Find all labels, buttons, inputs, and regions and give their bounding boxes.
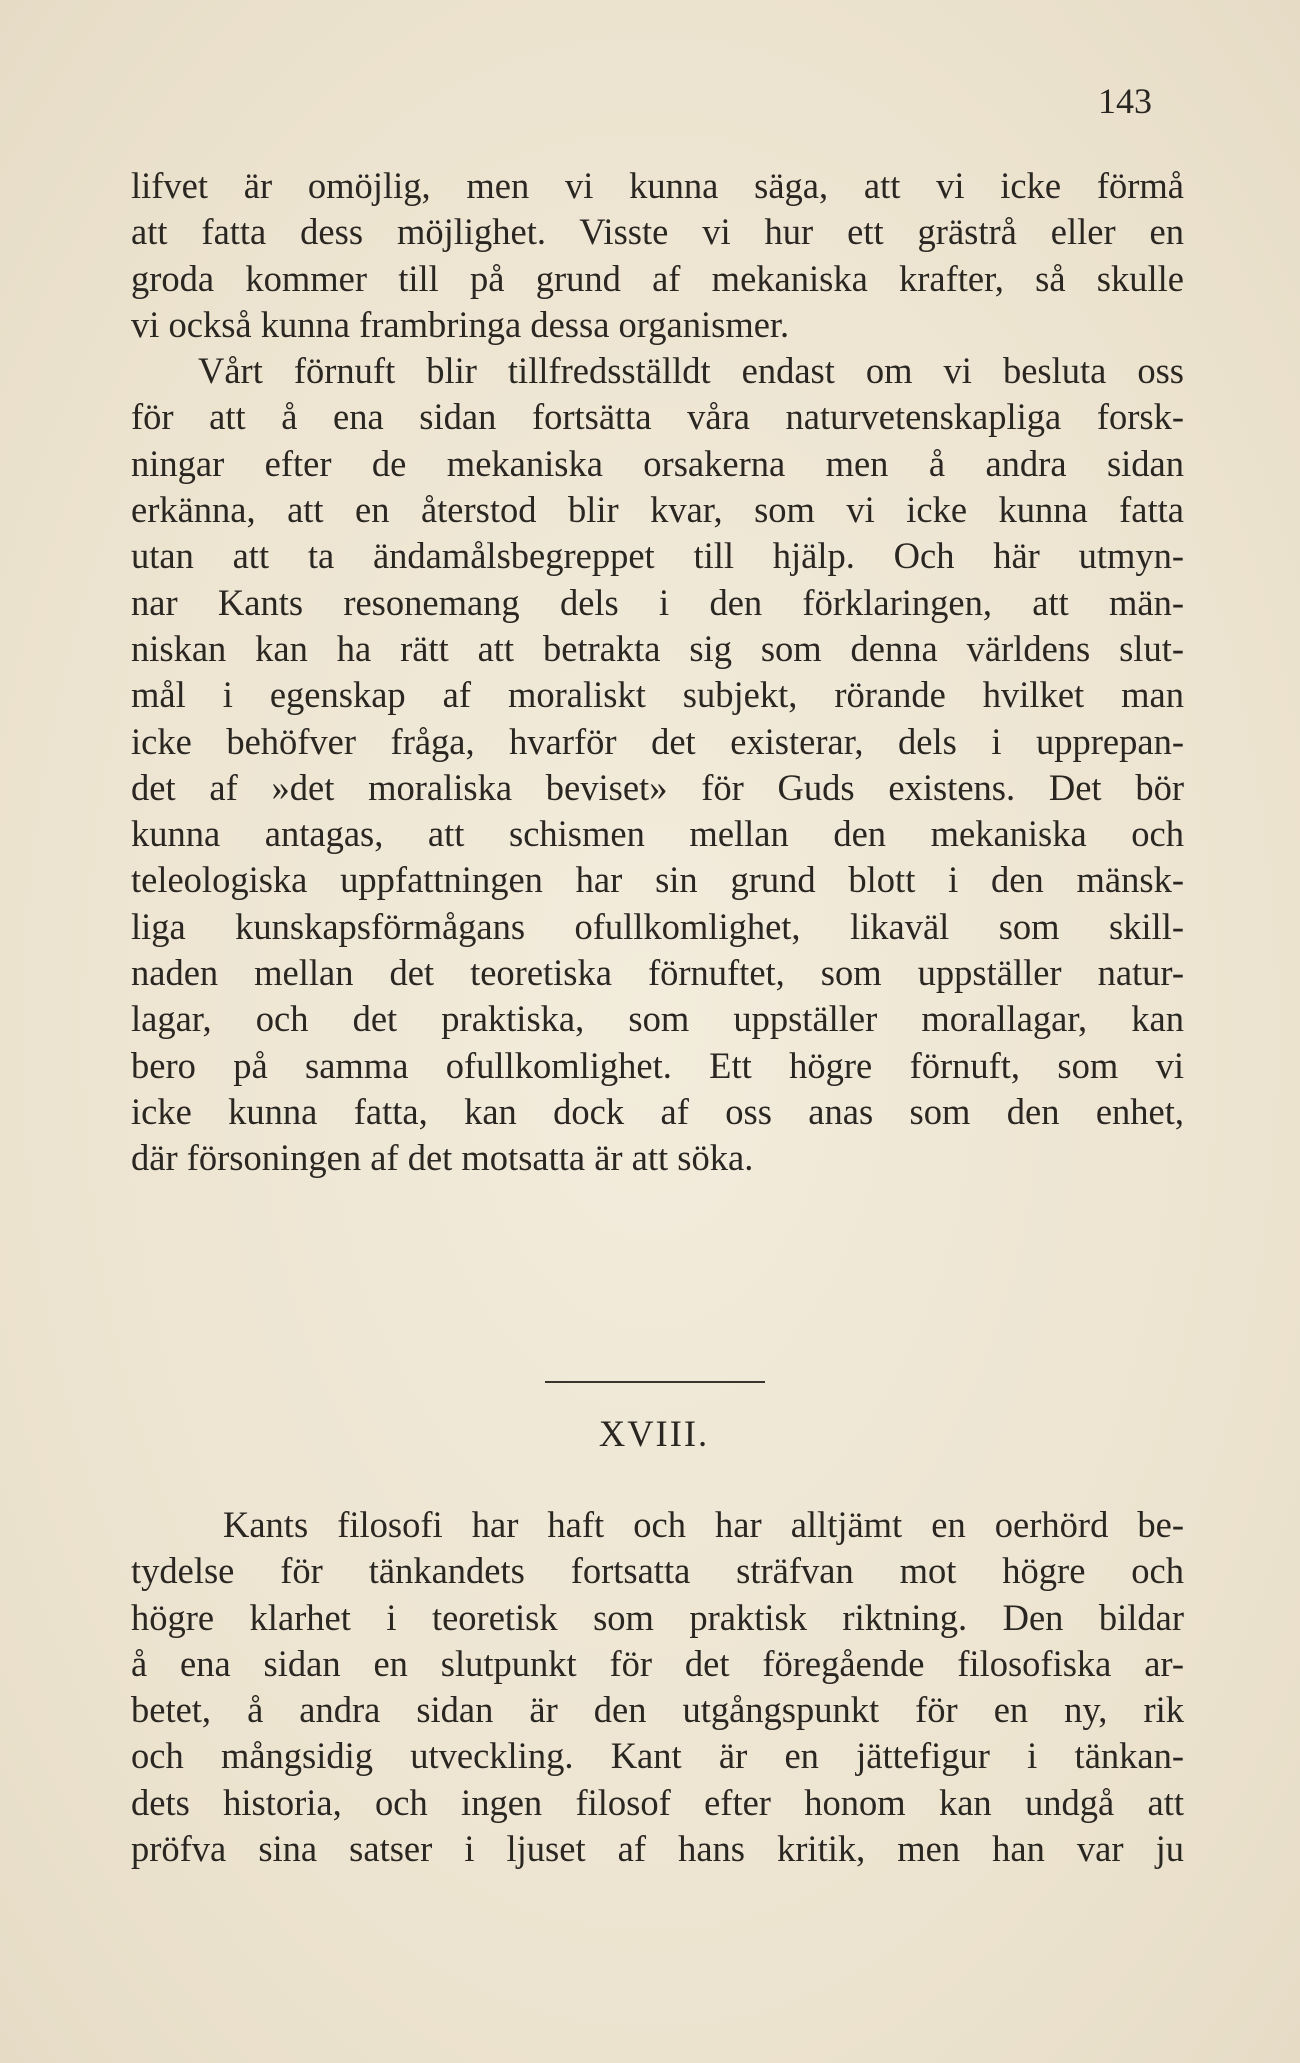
text-line: dets historia, och ingen filosof efter honom kan undgå att — [131, 1781, 1184, 1823]
text-line: kunna antagas, att schismen mellan den mekaniska och — [131, 813, 1184, 855]
text-line: Vårt förnuft blir tillfredsställdt endast om vi besluta oss — [198, 350, 1184, 392]
text-line: teleologiska uppfattningen har sin grund blott i den mänsk- — [131, 859, 1184, 901]
paragraph-continued — [131, 163, 1184, 1182]
text-line: mål i egenskap af moraliskt subjekt, rörande hvilket man — [131, 674, 1184, 716]
text-line: icke behöfver fråga, hvarför det existerar, dels i upprepan- — [131, 720, 1184, 762]
text-line: niskan kan ha rätt att betrakta sig som denna världens slut- — [131, 627, 1184, 669]
text-line: utan att ta ändamålsbegreppet till hjälp. Och här utmyn- — [131, 535, 1184, 577]
text-line: nar Kants resonemang dels i den förklaringen, att män- — [131, 581, 1184, 623]
text-line: Kants filosofi har haft och har alltjämt en oerhörd be- — [223, 1504, 1184, 1545]
text-line: bero på samma ofullkomlighet. Ett högre förnuft, som vi — [131, 1044, 1184, 1086]
text-line: å ena sidan en slutpunkt för det föregående filosofiska ar- — [131, 1642, 1184, 1684]
text-line: vi också kunna frambringa dessa organismer. — [131, 303, 790, 345]
text-line: betet, å andra sidan är den utgångspunkt för en ny, rik — [131, 1689, 1184, 1731]
text-line: pröfva sina satser i ljuset af hans kritik, men han var ju — [131, 1828, 1184, 1870]
text-line: för att å ena sidan fortsätta våra naturvetenskapliga forsk- — [131, 396, 1184, 438]
text-line: ningar efter de mekaniska orsakerna men å andra sidan — [131, 442, 1184, 484]
page-number: 143 — [1098, 81, 1152, 121]
text-line: naden mellan det teoretiska förnuftet, som uppställer natur- — [131, 952, 1184, 994]
section-heading: XVIII. — [598, 1413, 710, 1454]
text-line: högre klarhet i teoretisk som praktisk riktning. Den bildar — [131, 1596, 1184, 1638]
text-line: tydelse för tänkandets fortsatta sträfvan mot högre och — [131, 1550, 1184, 1592]
text-line: där försoningen af det motsatta är att söka. — [131, 1137, 754, 1179]
text-line: icke kunna fatta, kan dock af oss anas som den enhet, — [131, 1090, 1184, 1132]
text-line: det af »det moraliska beviset» för Guds existens. Det bör — [131, 766, 1184, 808]
paragraph-section-start — [131, 1502, 1184, 1872]
text-line: groda kommer till på grund af mekaniska krafter, så skulle — [131, 257, 1184, 299]
text-line: lifvet är omöjlig, men vi kunna säga, att vi icke förmå — [131, 165, 1184, 206]
text-line: att fatta dess möjlighet. Visste vi hur ett grästrå eller en — [131, 211, 1184, 253]
section-divider — [545, 1381, 765, 1383]
text-line: och mångsidig utveckling. Kant är en jättefigur i tänkan- — [131, 1735, 1184, 1777]
text-line: erkänna, att en återstod blir kvar, som vi icke kunna fatta — [131, 489, 1184, 531]
text-line: lagar, och det praktiska, som uppställer morallagar, kan — [131, 998, 1184, 1040]
text-line: liga kunskapsförmågans ofullkomlighet, likaväl som skill- — [131, 905, 1184, 947]
